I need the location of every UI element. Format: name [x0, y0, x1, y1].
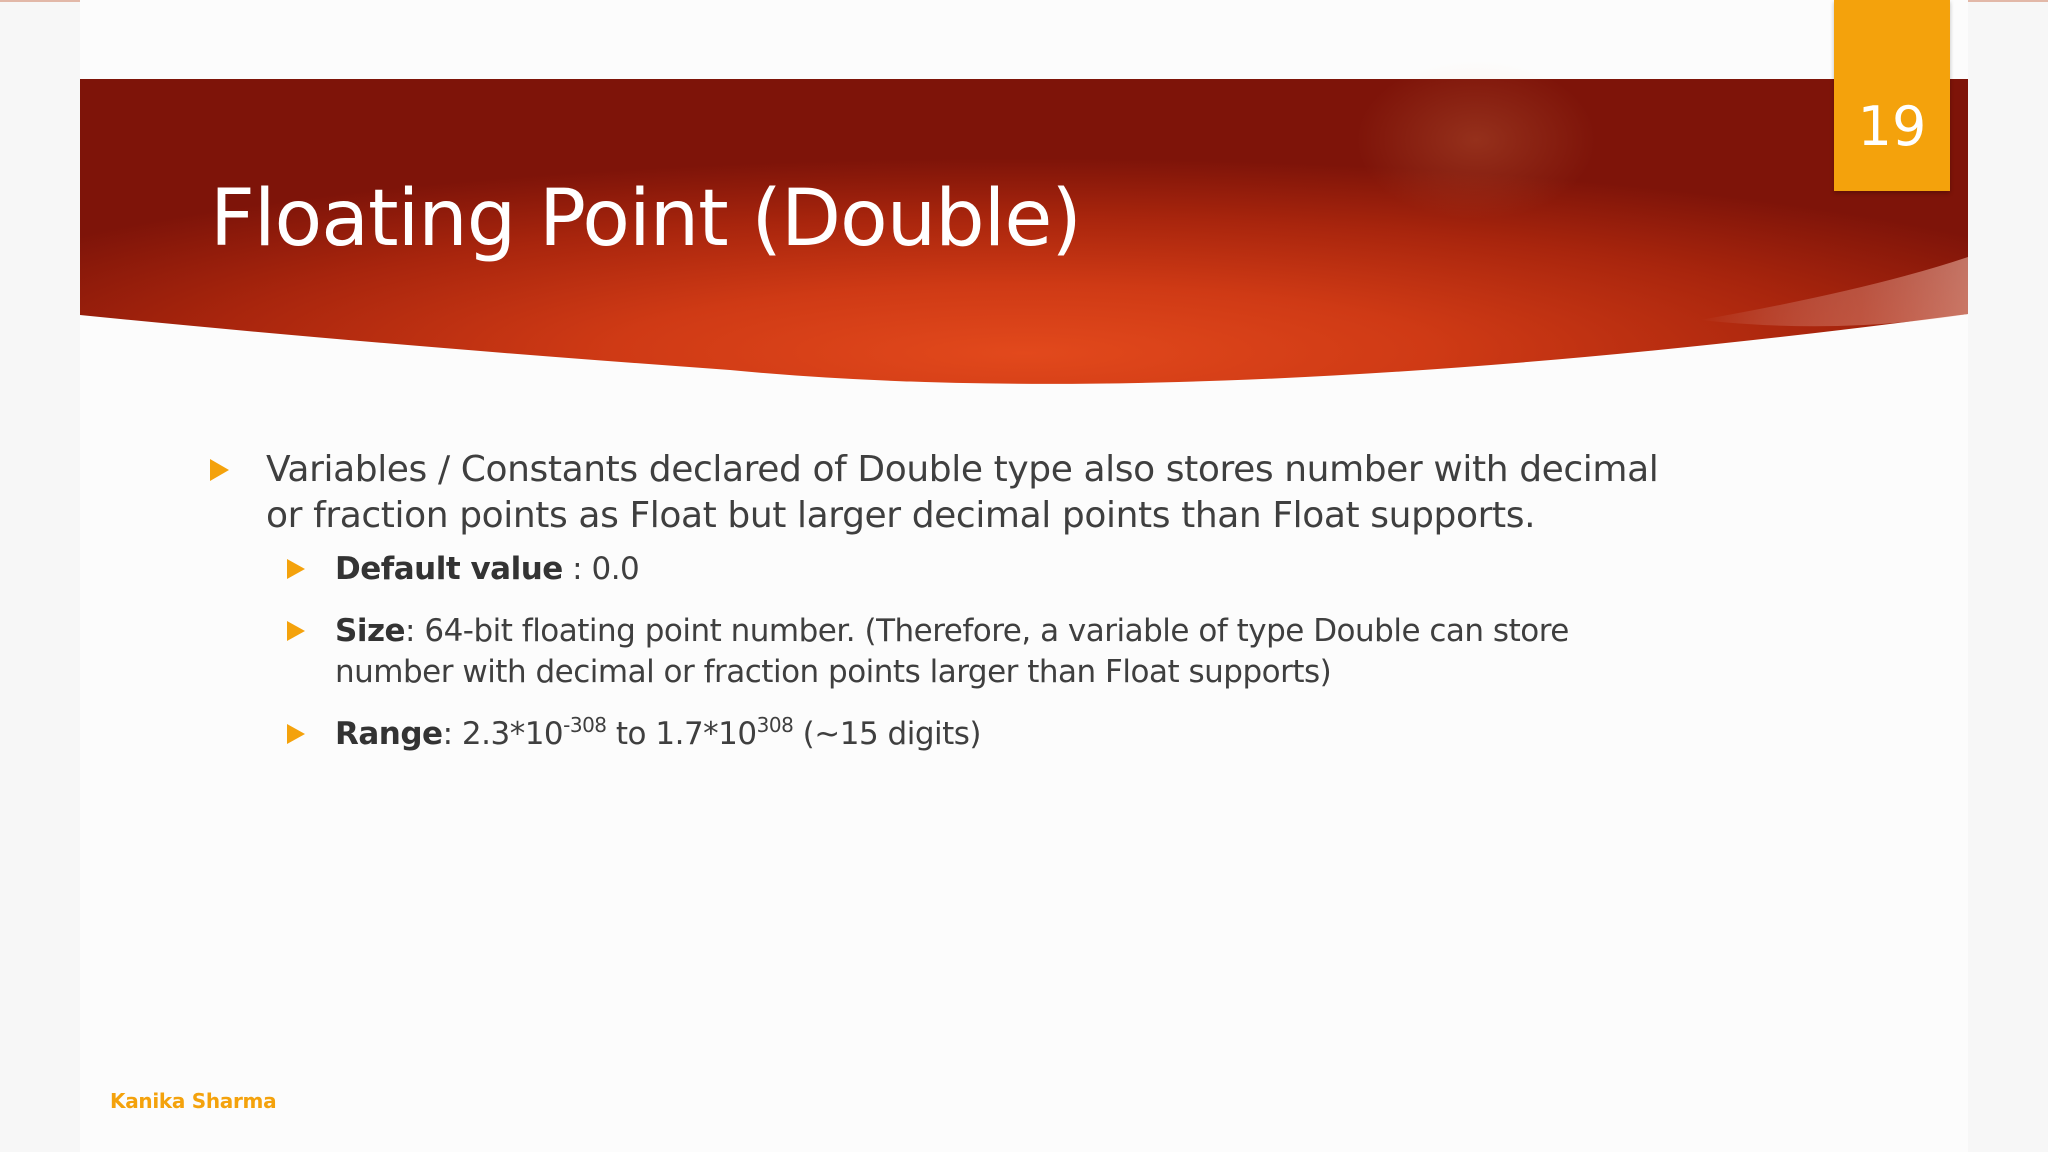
range-connector: to	[606, 716, 656, 752]
slide	[80, 0, 1968, 1152]
slide-body	[210, 447, 1690, 755]
range-min-base: 2.3*10	[461, 716, 564, 752]
range-separator: :	[442, 716, 462, 752]
slide-title: Floating Point (Double)	[210, 174, 1081, 264]
bullet-intro	[210, 447, 1690, 539]
bullet-arrow-icon	[210, 459, 229, 481]
range-max-base: 1.7*10	[655, 716, 757, 752]
default-value-separator: :	[562, 551, 592, 587]
range-min-exponent: -308	[563, 713, 607, 737]
size-separator: :	[405, 613, 425, 649]
bullet-intro-text: Variables / Constants declared of Double type also stores number with decimal or fraction points as Float but larger decimal points than Float supports.	[266, 449, 1659, 536]
bullet-default-value	[210, 549, 1690, 590]
bullet-arrow-icon	[287, 724, 305, 744]
size-text: 64-bit floating point number. (Therefore, a variable of type Double can store number with decimal or fraction points larger than Float supports)	[335, 613, 1569, 690]
range-max-exponent: 308	[756, 713, 794, 737]
range-suffix: (~15 digits)	[793, 716, 982, 752]
bullet-range	[210, 714, 1690, 755]
footer-author: Kanika Sharma	[110, 1089, 277, 1113]
bullet-size	[210, 611, 1690, 693]
default-value-label: Default value	[335, 551, 563, 587]
range-label: Range	[335, 716, 443, 752]
slide-number: 19	[1857, 95, 1927, 158]
default-value-text: 0.0	[591, 551, 640, 587]
bullet-arrow-icon	[287, 559, 305, 579]
bullet-arrow-icon	[287, 621, 305, 641]
slide-number-badge	[1834, 0, 1950, 191]
size-label: Size	[335, 613, 406, 649]
